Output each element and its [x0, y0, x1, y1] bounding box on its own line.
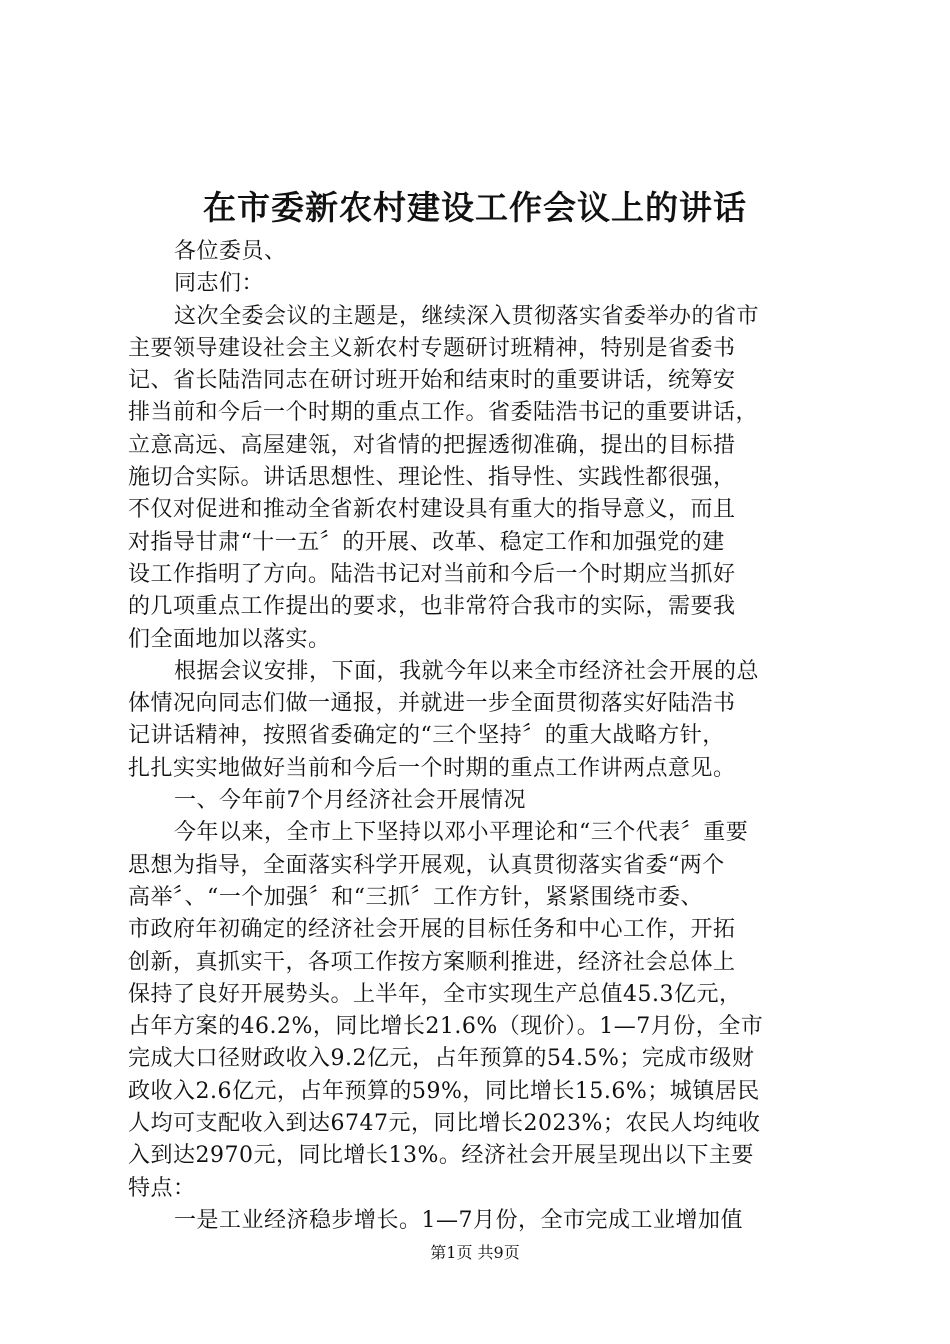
text-line: 体情况向同志们做一通报，并就进一步全面贯彻落实好陆浩书 — [128, 691, 736, 717]
text-line: 今年以来，全市上下坚持以邓小平理论和“三个代表〞重要 — [174, 820, 749, 846]
text-line: 思想为指导，全面落实科学开展观，认真贯彻落实省委“两个 — [128, 852, 725, 878]
text-line: 设工作指明了方向。陆浩书记对当前和今后一个时期应当抓好 — [128, 561, 736, 587]
text-line: 一是工业经济稳步增长。1—7月份，全市完成工业增加值 — [174, 1207, 743, 1233]
text-line: 对指导甘肃“十一五〞的开展、改革、稳定工作和加强党的建 — [128, 529, 725, 555]
text-line: 不仅对促进和推动全省新农村建设具有重大的指导意义，而且 — [128, 497, 736, 523]
text-line: 人均可支配收入到达6747元，同比增长2023%；农民人均纯收 — [128, 1111, 761, 1137]
document-body — [128, 236, 840, 1237]
text-line: 记、省长陆浩同志在研讨班开始和结束时的重要讲话，统筹安 — [128, 368, 736, 394]
text-line: 排当前和今后一个时期的重点工作。省委陆浩书记的重要讲话， — [128, 400, 759, 426]
document-title: 在市委新农村建设工作会议上的讲话 — [203, 188, 747, 227]
text-line: 一、今年前7个月经济社会开展情况 — [174, 788, 526, 814]
text-line: 的几项重点工作提出的要求，也非常符合我市的实际，需要我 — [128, 594, 736, 620]
text-line: 记讲话精神，按照省委确定的“三个坚持〞的重大战略方针， — [128, 723, 725, 749]
text-line: 占年方案的46.2%，同比增长21.6%（现价）。1—7月份，全市 — [128, 1014, 764, 1040]
text-line: 立意高远、高屋建瓴，对省情的把握透彻准确，提出的目标措 — [128, 432, 736, 458]
page-footer: 第1页 共9页 — [430, 1243, 520, 1262]
text-line: 扎扎实实地做好当前和今后一个时期的重点工作讲两点意见。 — [128, 755, 736, 781]
text-line: 高举〞、“一个加强〞和“三抓〞工作方针，紧紧围绕市委、 — [128, 884, 703, 910]
text-line: 政收入2.6亿元，占年预算的59%，同比增长15.6%；城镇居民 — [128, 1078, 760, 1104]
text-line: 入到达2970元，同比增长13%。经济社会开展呈现出以下主要 — [128, 1143, 754, 1169]
text-line: 各位委员、 — [174, 239, 287, 264]
text-line: 主要领导建设社会主义新农村专题研讨班精神，特别是省委书 — [128, 335, 736, 361]
text-line: 根据会议安排，下面，我就今年以来全市经济社会开展的总 — [174, 658, 760, 684]
text-line: 特点： — [128, 1175, 196, 1201]
text-line: 们全面地加以落实。 — [128, 626, 331, 652]
text-line: 完成大口径财政收入9.2亿元，占年预算的54.5%；完成市级财 — [128, 1046, 755, 1072]
text-line: 创新，真抓实干，各项工作按方案顺利推进，经济社会总体上 — [128, 949, 736, 975]
text-line: 施切合实际。讲话思想性、理论性、指导性、实践性都很强， — [128, 465, 736, 491]
text-line: 同志们： — [174, 271, 265, 297]
text-line: 这次全委会议的主题是，继续深入贯彻落实省委举办的省市 — [174, 303, 760, 329]
text-line: 市政府年初确定的经济社会开展的目标任务和中心工作，开拓 — [128, 917, 736, 943]
text-line: 保持了良好开展势头。上半年，全市实现生产总值45.3亿元， — [128, 981, 742, 1007]
